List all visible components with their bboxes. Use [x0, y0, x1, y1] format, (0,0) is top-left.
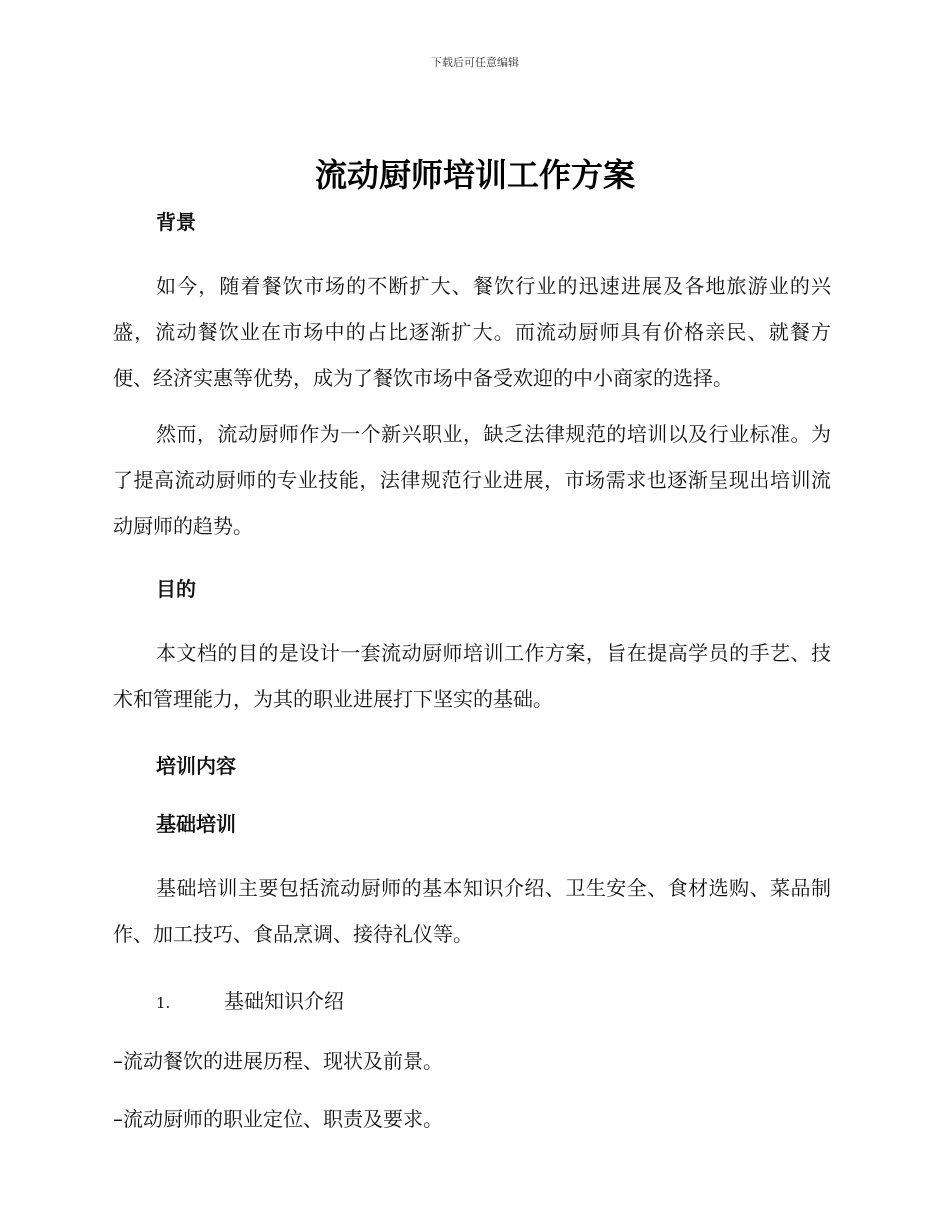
- list-item-text: 基础知识介绍: [224, 989, 344, 1013]
- section-heading-purpose: 目的: [156, 577, 196, 601]
- paragraph-background-2: 然而，流动厨师作为一个新兴职业，缺乏法律规范的培训以及行业标准。为了提高流动厨师的专业技能，法律规范行业进展，市场需求也逐渐呈现出培训流动厨师的趋势。: [113, 422, 831, 538]
- section-heading-basic-training: 基础培训: [156, 812, 236, 836]
- page-header-note: 下载后可任意编辑: [431, 56, 519, 69]
- bullet-item-history: –流动餐饮的进展历程、现状及前景。: [113, 1049, 443, 1073]
- paragraph-purpose-1: 本文档的目的是设计一套流动厨师培训工作方案，旨在提高学员的手艺、技术和管理能力，为其的职业进展打下坚实的基础。: [113, 641, 831, 711]
- paragraph-basic-training-1: 基础培训主要包括流动厨师的基本知识介绍、卫生安全、食材选购、菜品制作、加工技巧、食品烹调、接待礼仪等。: [113, 876, 831, 946]
- section-heading-background: 背景: [156, 210, 196, 234]
- list-item-basic-knowledge: [113, 985, 831, 1019]
- paragraph-background-1: 如今，随着餐饮市场的不断扩大、餐饮行业的迅速进展及各地旅游业的兴盛，流动餐饮业在市场中的占比逐渐扩大。而流动厨师具有价格亲民、就餐方便、经济实惠等优势，成为了餐饮市场中备受欢迎的中小商家的选择。: [113, 274, 831, 390]
- document-title: 流动厨师培训工作方案: [314, 156, 635, 194]
- list-item-number: 1.: [156, 994, 171, 1012]
- section-heading-training-content: 培训内容: [156, 754, 236, 778]
- bullet-item-role: –流动厨师的职业定位、职责及要求。: [113, 1107, 443, 1131]
- document-body: [113, 206, 831, 1135]
